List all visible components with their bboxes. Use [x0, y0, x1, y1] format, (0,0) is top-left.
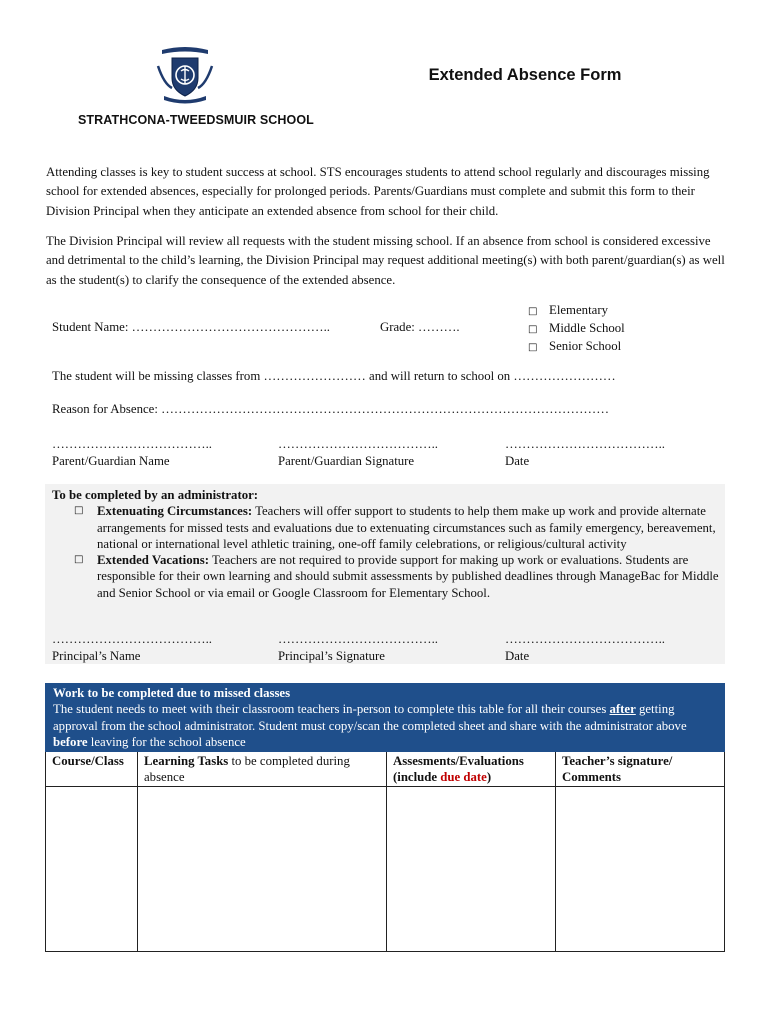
col-course: Course/Class [46, 752, 138, 787]
intro-paragraph-1: Attending classes is key to student success at school. STS encourages students to attend school regularly and discourages missing school for extended absences, especially for prolonged periods. Parents/Guardians must complete and submit this form to their Division Principal when they anticipate an extended absence from school for their child. [46, 165, 710, 218]
option-extenuating[interactable]: □ Extenuating Circumstances: Teachers will offer support to students to help them make up work and provide alternate arrangements for missed tests and evaluations due to extenuating circumstances such as family emergency, bereavement, national or international level athletic training, one-off family celebrations, or religious/cultural activity [74, 504, 716, 551]
parent-signature-block[interactable]: ……………………………….. Parent/Guardian Signature [278, 437, 438, 468]
parent-date-label: Date [505, 454, 530, 468]
assessments-cell[interactable] [387, 787, 556, 952]
teacher-signature-cell[interactable] [556, 787, 725, 952]
work-table-header: Work to be completed due to missed classes The student needs to meet with their classroom teachers in-person to complete this table for all their courses after getting approval from the school administrator. Student must copy/scan the completed sheet and share with the administrator above before leaving for the school absence [46, 684, 725, 752]
school-crest-icon [150, 44, 220, 106]
checkbox-icon[interactable]: □ [528, 342, 538, 353]
intro-paragraph-2: The Division Principal will review all requests with the student missing school. If an absence from school is considered excessive and detrimental to the child’s learning, the Division Principal may request additional meeting(s) with both parent/guardian(s) as well as the student(s) to clarify the consequence of the extended absence. [46, 234, 725, 287]
parent-signature-label: Parent/Guardian Signature [278, 454, 415, 468]
division-option-elementary[interactable]: □ Elementary [528, 302, 625, 320]
checkbox-icon[interactable]: □ [528, 306, 538, 317]
admin-section [45, 484, 725, 664]
parent-date-signature[interactable]: ……………………………….. Date [505, 437, 665, 468]
col-teacher-signature: Teacher’s signature/ Comments [556, 752, 725, 787]
checkbox-icon[interactable]: □ [528, 324, 538, 335]
checkbox-icon[interactable]: □ [74, 554, 84, 566]
table-row[interactable] [46, 787, 725, 952]
col-assessments: Assesments/Evaluations (include due date) [387, 752, 556, 787]
checkbox-icon[interactable]: □ [74, 505, 84, 517]
school-name: STRATHCONA-TWEEDSMUIR SCHOOL [78, 113, 314, 127]
division-option-middle[interactable]: □ Middle School [528, 320, 625, 338]
principal-date-label: Date [505, 649, 530, 663]
form-title: Extended Absence Form [428, 66, 622, 84]
principal-date-signature[interactable]: ……………………………….. Date [505, 632, 665, 663]
admin-title: To be completed by an administrator: [52, 488, 259, 502]
principal-name-label: Principal’s Name [52, 649, 141, 663]
student-name-field[interactable]: Student Name: ……………………………………….. [52, 320, 330, 334]
tasks-cell[interactable] [138, 787, 387, 952]
col-learning-tasks: Learning Tasks to be completed during absence [138, 752, 387, 787]
parent-name-signature[interactable]: ……………………………….. Parent/Guardian Name [52, 437, 212, 468]
course-cell[interactable] [46, 787, 138, 952]
principal-name-signature[interactable]: ……………………………….. Principal’s Name [52, 632, 212, 663]
missing-dates-field[interactable]: The student will be missing classes from …………………… and will return to school on …………………… [52, 369, 616, 383]
parent-name-label: Parent/Guardian Name [52, 454, 170, 468]
principal-signature-block[interactable]: ……………………………….. Principal’s Signature [278, 632, 438, 663]
table-column-headers [46, 752, 725, 787]
work-table-title: Work to be completed due to missed classes [53, 686, 291, 700]
work-table [45, 683, 725, 952]
principal-signature-label: Principal’s Signature [278, 649, 385, 663]
division-option-senior[interactable]: □ Senior School [528, 338, 625, 356]
grade-field[interactable]: Grade: ………. [380, 320, 460, 334]
option-extended-vacations[interactable]: □ Extended Vacations: Teachers are not required to provide support for making up work or evaluations. Students are responsible for their own learning and should submit assessments by published deadlines through ManageBac for Middle and Senior School or via email or Google Classroom for Elementary School. [74, 553, 719, 600]
division-checklist [528, 302, 625, 356]
reason-field[interactable]: Reason for Absence: …………………………………………………………………………………………… [52, 402, 609, 416]
